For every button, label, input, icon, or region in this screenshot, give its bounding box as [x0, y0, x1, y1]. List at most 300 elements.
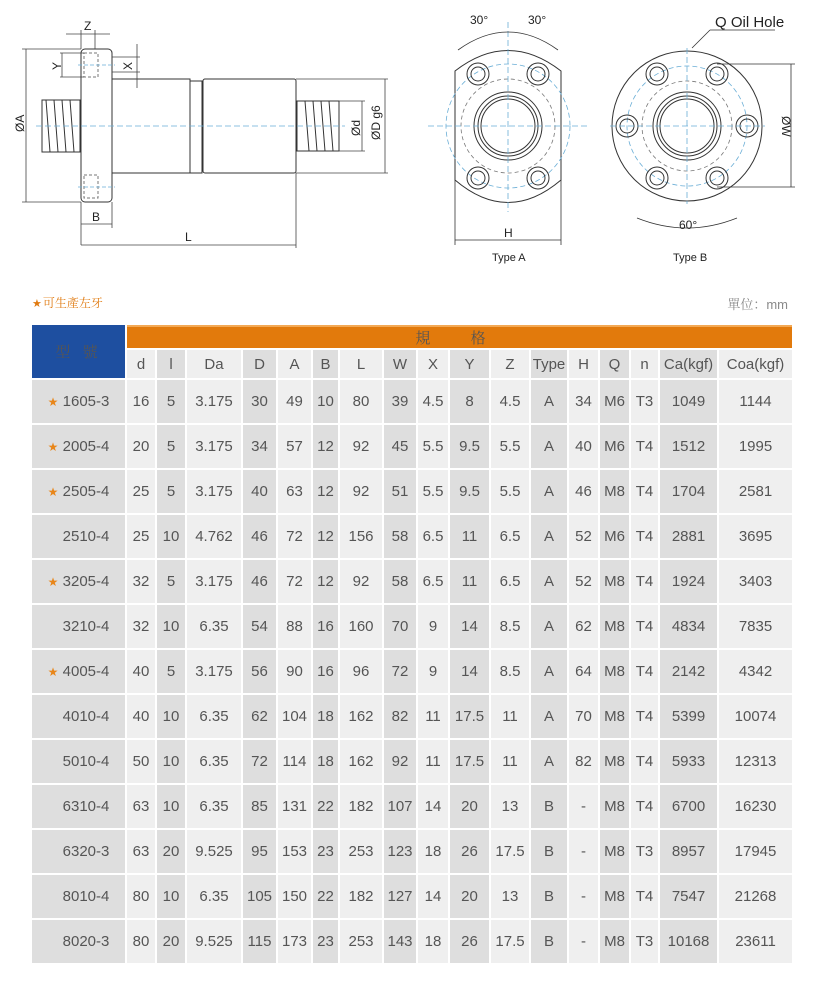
cell-da: 3.175	[187, 560, 241, 603]
cell-d: 63	[127, 785, 155, 828]
cell-h: -	[569, 785, 598, 828]
model-number: 4010-4	[62, 708, 110, 725]
cell-q: M8	[600, 740, 629, 783]
note-text: 可生產左牙	[42, 296, 103, 310]
cell-z: 17.5	[491, 830, 529, 873]
label-h: H	[504, 226, 513, 240]
cell-z: 11	[491, 740, 529, 783]
cell-y: 20	[450, 785, 489, 828]
model-cell	[32, 650, 125, 693]
cell-z: 4.5	[491, 380, 529, 423]
type-b-view	[610, 30, 795, 228]
column-header-z: Z	[491, 350, 529, 378]
cell-z: 11	[491, 695, 529, 738]
cell-da: 6.35	[187, 740, 241, 783]
cell-q: M6	[600, 515, 629, 558]
cell-a: 90	[278, 650, 311, 693]
cell-cakgf: 1704	[660, 470, 717, 513]
cell-a: 72	[278, 515, 311, 558]
cell-cakgf: 2142	[660, 650, 717, 693]
cell-x: 18	[418, 920, 448, 963]
cell-coakgf: 7835	[719, 605, 792, 648]
cell-cakgf: 10168	[660, 920, 717, 963]
cell-l: 92	[340, 560, 382, 603]
cell-type: A	[531, 470, 567, 513]
cell-type: B	[531, 785, 567, 828]
cell-l: 253	[340, 830, 382, 873]
cell-d: 34	[243, 425, 276, 468]
model-number: 6320-3	[62, 843, 110, 860]
column-header-row	[32, 350, 792, 378]
cell-w: 51	[384, 470, 416, 513]
star-icon: ★	[47, 665, 59, 679]
cell-h: 64	[569, 650, 598, 693]
cell-b: 10	[313, 380, 338, 423]
cell-w: 92	[384, 740, 416, 783]
cell-d: 40	[243, 470, 276, 513]
column-header-d: D	[243, 350, 276, 378]
cell-cakgf: 5933	[660, 740, 717, 783]
model-cell	[32, 920, 125, 963]
model-cell	[32, 380, 125, 423]
cell-d: 56	[243, 650, 276, 693]
cell-l: 10	[157, 785, 185, 828]
cell-d: 40	[127, 695, 155, 738]
cell-z: 5.5	[491, 470, 529, 513]
cell-l: 80	[340, 380, 382, 423]
cell-w: 70	[384, 605, 416, 648]
cell-y: 9.5	[450, 425, 489, 468]
cell-n: T4	[631, 785, 658, 828]
cell-l: 182	[340, 785, 382, 828]
cell-l: 10	[157, 740, 185, 783]
cell-d: 85	[243, 785, 276, 828]
cell-b: 16	[313, 650, 338, 693]
cell-a: 104	[278, 695, 311, 738]
cell-w: 58	[384, 515, 416, 558]
cell-w: 127	[384, 875, 416, 918]
cell-x: 4.5	[418, 380, 448, 423]
star-icon: ★	[47, 395, 59, 409]
cell-n: T3	[631, 380, 658, 423]
cell-n: T4	[631, 875, 658, 918]
model-number: 2510-4	[62, 528, 110, 545]
cell-coakgf: 23611	[719, 920, 792, 963]
cell-b: 12	[313, 425, 338, 468]
model-cell	[32, 875, 125, 918]
table-row	[32, 560, 792, 603]
cell-h: 52	[569, 560, 598, 603]
column-header-x: X	[418, 350, 448, 378]
cell-l: 160	[340, 605, 382, 648]
cell-x: 9	[418, 650, 448, 693]
star-icon: ★	[47, 440, 59, 454]
cell-l: 10	[157, 605, 185, 648]
label-60deg: 60°	[679, 218, 698, 232]
star-icon: ★	[47, 575, 59, 589]
cell-type: A	[531, 650, 567, 693]
label-oil-hole: Q Oil Hole	[715, 14, 785, 31]
cell-w: 82	[384, 695, 416, 738]
cell-type: B	[531, 830, 567, 873]
cell-coakgf: 1995	[719, 425, 792, 468]
column-header-type: Type	[531, 350, 567, 378]
cell-w: 39	[384, 380, 416, 423]
cell-da: 3.175	[187, 380, 241, 423]
cell-cakgf: 6700	[660, 785, 717, 828]
cell-d: 32	[127, 560, 155, 603]
cell-coakgf: 3403	[719, 560, 792, 603]
cell-coakgf: 3695	[719, 515, 792, 558]
cell-b: 12	[313, 560, 338, 603]
column-header-cakgf: Ca(kgf)	[660, 350, 717, 378]
model-number: 8010-4	[62, 888, 110, 905]
cell-cakgf: 4834	[660, 605, 717, 648]
table-row	[32, 515, 792, 558]
column-header-n: n	[631, 350, 658, 378]
cell-x: 6.5	[418, 515, 448, 558]
table-row	[32, 695, 792, 738]
cell-coakgf: 21268	[719, 875, 792, 918]
cell-z: 17.5	[491, 920, 529, 963]
cell-y: 11	[450, 560, 489, 603]
cell-x: 5.5	[418, 425, 448, 468]
cell-l: 156	[340, 515, 382, 558]
cell-b: 12	[313, 515, 338, 558]
model-cell	[32, 740, 125, 783]
ball-nut-drawing	[0, 0, 820, 275]
cell-d: 25	[127, 515, 155, 558]
cell-q: M8	[600, 560, 629, 603]
model-cell	[32, 560, 125, 603]
cell-da: 6.35	[187, 605, 241, 648]
cell-h: 62	[569, 605, 598, 648]
label-y: Y	[50, 61, 64, 70]
cell-cakgf: 1512	[660, 425, 717, 468]
column-header-l: l	[157, 350, 185, 378]
cell-l: 92	[340, 425, 382, 468]
label-x: X	[121, 61, 135, 70]
cell-d: 40	[127, 650, 155, 693]
cell-q: M8	[600, 830, 629, 873]
cell-h: 82	[569, 740, 598, 783]
cell-coakgf: 12313	[719, 740, 792, 783]
cell-h: -	[569, 830, 598, 873]
cell-h: -	[569, 875, 598, 918]
cell-l: 96	[340, 650, 382, 693]
cell-x: 18	[418, 830, 448, 873]
cell-x: 14	[418, 875, 448, 918]
column-header-da: Da	[187, 350, 241, 378]
cell-h: 34	[569, 380, 598, 423]
cell-type: A	[531, 605, 567, 648]
cell-q: M8	[600, 650, 629, 693]
model-number: 4005-4	[62, 663, 110, 680]
cell-da: 4.762	[187, 515, 241, 558]
column-header-l: L	[340, 350, 382, 378]
cell-d: 32	[127, 605, 155, 648]
cell-b: 22	[313, 785, 338, 828]
unit-label: 單位：mm	[727, 297, 788, 312]
cell-l: 5	[157, 425, 185, 468]
cell-h: 70	[569, 695, 598, 738]
cell-d: 46	[243, 515, 276, 558]
cell-da: 6.35	[187, 875, 241, 918]
model-number: 8020-3	[62, 933, 110, 950]
cell-cakgf: 2881	[660, 515, 717, 558]
cell-z: 6.5	[491, 560, 529, 603]
spec-header: 規 格	[127, 325, 792, 348]
cell-y: 9.5	[450, 470, 489, 513]
cell-w: 58	[384, 560, 416, 603]
cell-q: M8	[600, 695, 629, 738]
technical-drawing	[0, 0, 820, 275]
cell-z: 13	[491, 875, 529, 918]
column-header-a: A	[278, 350, 311, 378]
table-row	[32, 875, 792, 918]
cell-l: 92	[340, 470, 382, 513]
cell-coakgf: 16230	[719, 785, 792, 828]
cell-b: 18	[313, 695, 338, 738]
cell-cakgf: 5399	[660, 695, 717, 738]
cell-n: T4	[631, 560, 658, 603]
column-header-d: d	[127, 350, 155, 378]
cell-b: 23	[313, 830, 338, 873]
cell-n: T4	[631, 695, 658, 738]
cell-q: M8	[600, 920, 629, 963]
table-row	[32, 380, 792, 423]
cell-q: M8	[600, 785, 629, 828]
cell-coakgf: 10074	[719, 695, 792, 738]
cell-da: 3.175	[187, 425, 241, 468]
column-header-coakgf: Coa(kgf)	[719, 350, 792, 378]
cell-b: 16	[313, 605, 338, 648]
cell-coakgf: 2581	[719, 470, 792, 513]
cell-a: 131	[278, 785, 311, 828]
cell-y: 17.5	[450, 695, 489, 738]
model-number: 3210-4	[62, 618, 110, 635]
column-header-q: Q	[600, 350, 629, 378]
table-body	[32, 380, 792, 963]
cell-l: 5	[157, 650, 185, 693]
cell-y: 26	[450, 830, 489, 873]
cell-d: 20	[127, 425, 155, 468]
cell-type: B	[531, 920, 567, 963]
cell-coakgf: 17945	[719, 830, 792, 873]
cell-w: 72	[384, 650, 416, 693]
cell-h: 52	[569, 515, 598, 558]
model-cell	[32, 425, 125, 468]
model-cell	[32, 785, 125, 828]
cell-d: 63	[127, 830, 155, 873]
cell-a: 173	[278, 920, 311, 963]
cell-y: 17.5	[450, 740, 489, 783]
model-number: 2005-4	[62, 438, 110, 455]
table-row	[32, 470, 792, 513]
model-cell	[32, 830, 125, 873]
label-angle-left: 30°	[470, 13, 489, 27]
cell-type: A	[531, 380, 567, 423]
cell-h: 40	[569, 425, 598, 468]
cell-y: 20	[450, 875, 489, 918]
label-z: Z	[84, 19, 92, 33]
cell-b: 18	[313, 740, 338, 783]
cell-a: 72	[278, 560, 311, 603]
model-number: 3205-4	[62, 573, 110, 590]
column-header-h: H	[569, 350, 598, 378]
cell-h: 46	[569, 470, 598, 513]
cell-x: 11	[418, 740, 448, 783]
cell-w: 123	[384, 830, 416, 873]
cell-d: 95	[243, 830, 276, 873]
cell-b: 22	[313, 875, 338, 918]
cell-x: 5.5	[418, 470, 448, 513]
cell-d: 25	[127, 470, 155, 513]
model-number: 5010-4	[62, 753, 110, 770]
cell-z: 13	[491, 785, 529, 828]
cell-l: 10	[157, 695, 185, 738]
cell-y: 14	[450, 650, 489, 693]
cell-n: T4	[631, 425, 658, 468]
cell-n: T3	[631, 830, 658, 873]
model-cell	[32, 515, 125, 558]
cell-w: 45	[384, 425, 416, 468]
cell-a: 150	[278, 875, 311, 918]
cell-h: -	[569, 920, 598, 963]
cell-d: 54	[243, 605, 276, 648]
cell-l: 162	[340, 740, 382, 783]
cell-d: 50	[127, 740, 155, 783]
cell-a: 63	[278, 470, 311, 513]
cell-d: 72	[243, 740, 276, 783]
cell-n: T3	[631, 920, 658, 963]
label-w: ØW	[779, 116, 793, 137]
cell-a: 49	[278, 380, 311, 423]
cell-q: M6	[600, 380, 629, 423]
table-row	[32, 605, 792, 648]
cell-l: 10	[157, 875, 185, 918]
cell-type: B	[531, 875, 567, 918]
label-d: Ød	[349, 119, 363, 136]
cell-y: 26	[450, 920, 489, 963]
caption-type-a: Type A	[492, 252, 526, 264]
table-row	[32, 650, 792, 693]
model-cell	[32, 695, 125, 738]
cell-l: 162	[340, 695, 382, 738]
cell-n: T4	[631, 740, 658, 783]
cell-type: A	[531, 695, 567, 738]
cell-cakgf: 8957	[660, 830, 717, 873]
cell-q: M8	[600, 875, 629, 918]
cell-l: 10	[157, 515, 185, 558]
cell-type: A	[531, 560, 567, 603]
table-row	[32, 740, 792, 783]
model-cell	[32, 605, 125, 648]
label-l: L	[185, 230, 192, 244]
table-row	[32, 785, 792, 828]
cell-type: A	[531, 515, 567, 558]
cell-l: 5	[157, 380, 185, 423]
cell-z: 6.5	[491, 515, 529, 558]
cell-l: 253	[340, 920, 382, 963]
cell-l: 5	[157, 470, 185, 513]
model-number: 2505-4	[62, 483, 110, 500]
caption-type-b: Type B	[673, 252, 708, 264]
cell-cakgf: 1049	[660, 380, 717, 423]
label-a: ØA	[13, 114, 27, 132]
cell-y: 8	[450, 380, 489, 423]
table-row	[32, 830, 792, 873]
cell-d: 80	[127, 920, 155, 963]
cell-y: 11	[450, 515, 489, 558]
cell-da: 6.35	[187, 785, 241, 828]
cell-n: T4	[631, 650, 658, 693]
cell-d: 30	[243, 380, 276, 423]
left-hand-thread-note	[32, 294, 103, 311]
cell-l: 5	[157, 560, 185, 603]
model-number: 1605-3	[62, 393, 110, 410]
cell-da: 6.35	[187, 695, 241, 738]
cell-d: 16	[127, 380, 155, 423]
cell-d: 105	[243, 875, 276, 918]
cell-y: 14	[450, 605, 489, 648]
cell-n: T4	[631, 605, 658, 648]
spec-table	[30, 323, 794, 965]
cell-l: 182	[340, 875, 382, 918]
cell-d: 80	[127, 875, 155, 918]
label-angle-right: 30°	[528, 13, 547, 27]
column-header-b: B	[313, 350, 338, 378]
cell-x: 6.5	[418, 560, 448, 603]
column-header-y: Y	[450, 350, 489, 378]
cell-d: 115	[243, 920, 276, 963]
cell-d: 46	[243, 560, 276, 603]
cell-coakgf: 4342	[719, 650, 792, 693]
cell-type: A	[531, 740, 567, 783]
cell-z: 5.5	[491, 425, 529, 468]
model-number: 6310-4	[62, 798, 110, 815]
cell-x: 14	[418, 785, 448, 828]
table-row	[32, 920, 792, 963]
cell-x: 9	[418, 605, 448, 648]
cell-a: 88	[278, 605, 311, 648]
column-header-w: W	[384, 350, 416, 378]
table-row	[32, 425, 792, 468]
cell-cakgf: 1924	[660, 560, 717, 603]
cell-a: 153	[278, 830, 311, 873]
cell-coakgf: 1144	[719, 380, 792, 423]
cell-q: M6	[600, 425, 629, 468]
star-icon: ★	[32, 298, 42, 310]
cell-z: 8.5	[491, 605, 529, 648]
cell-w: 143	[384, 920, 416, 963]
cell-b: 12	[313, 470, 338, 513]
cell-da: 9.525	[187, 830, 241, 873]
cell-q: M8	[600, 470, 629, 513]
cell-da: 3.175	[187, 470, 241, 513]
cell-type: A	[531, 425, 567, 468]
cell-n: T4	[631, 470, 658, 513]
cell-da: 3.175	[187, 650, 241, 693]
label-D: ØD g6	[369, 105, 383, 140]
star-icon: ★	[47, 485, 59, 499]
cell-l: 20	[157, 920, 185, 963]
label-b: B	[92, 210, 101, 224]
cell-a: 114	[278, 740, 311, 783]
cell-da: 9.525	[187, 920, 241, 963]
type-a-view	[428, 22, 588, 245]
cell-w: 107	[384, 785, 416, 828]
